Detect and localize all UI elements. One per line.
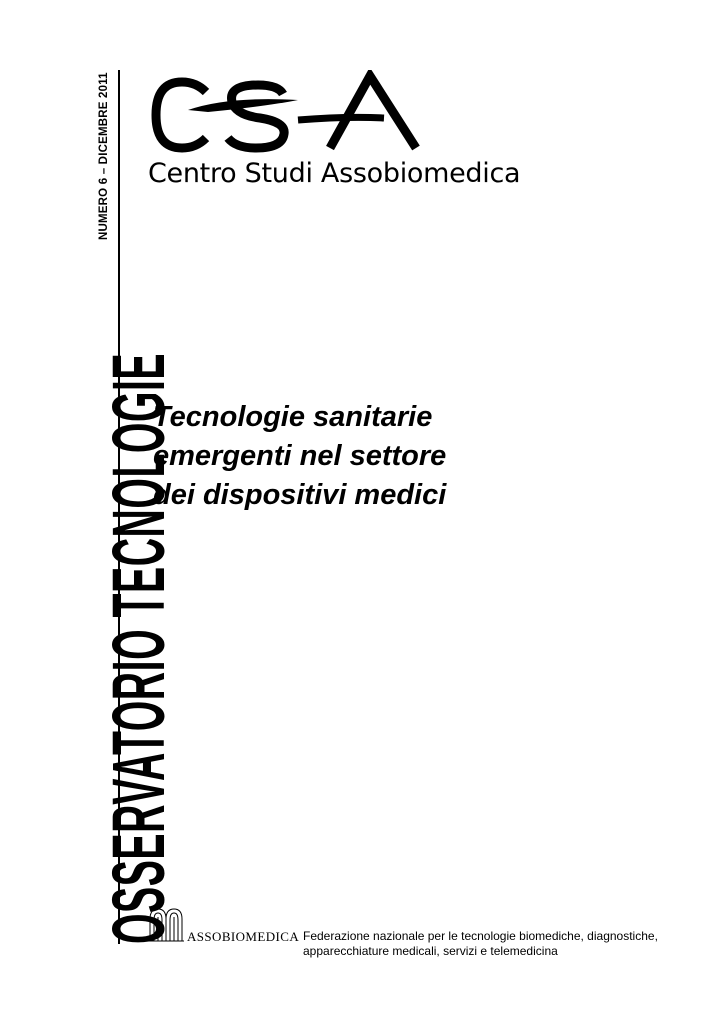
federation-description: [303, 929, 658, 959]
description-line: Federazione nazionale per le tecnologie biomediche, diagnostiche,: [303, 929, 658, 943]
brand-subtitle: Centro Studi Assobiomedica: [148, 158, 521, 189]
description-line: apparecchiature medicali, servizi e telemedicina: [303, 944, 558, 958]
series-title: OSSERVATORIO TECNOLOGIE: [97, 352, 180, 944]
organization-name: ASSOBIOMEDICA: [187, 929, 300, 944]
assobiomedica-logo-icon: [146, 905, 186, 943]
title-line: Tecnologie sanitarie: [153, 401, 433, 433]
csa-logo: [148, 70, 428, 160]
document-title: [153, 398, 446, 515]
title-line: dei dispositivi medici: [153, 479, 447, 511]
title-line: emergenti nel settore: [153, 440, 447, 472]
issue-label: NUMERO 6 – DICEMBRE 2011: [98, 72, 110, 240]
